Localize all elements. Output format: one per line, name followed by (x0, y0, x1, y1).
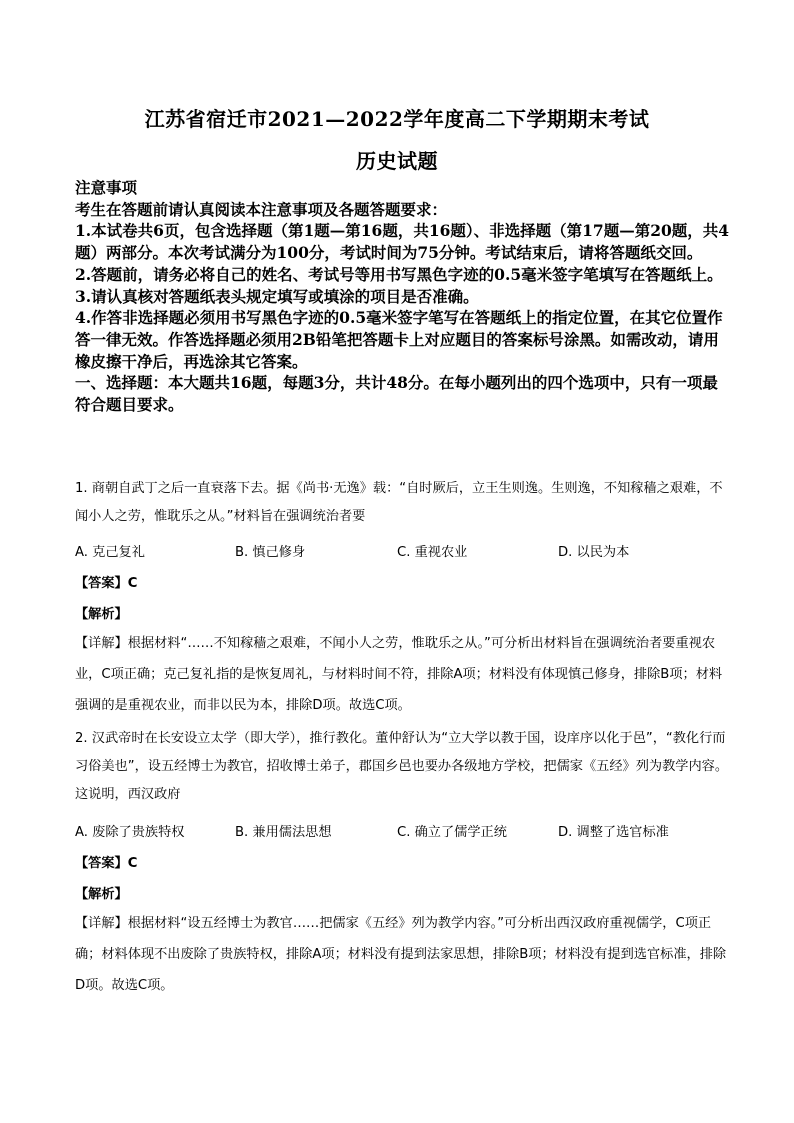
option-b: B. 兼用儒法思想 (235, 825, 332, 840)
option-a: A. 克己复礼 (75, 545, 145, 560)
analysis-label: 【解析】 (75, 887, 128, 902)
question-stem: 2. 汉武帝时在长安设立太学（即大学），推行教化。董仲舒认为“立大学以教于国，设庠序以化于邑”，“教化行而习俗美也”，设五经博士为教官，招收博士弟子，郡国乡邑也要办各级地方学校，把儒家《五经》列为教学内容。这说明，西汉政府 (75, 731, 729, 802)
notice-item: 4.作答非选择题必须用书写黑色字迹的0.5毫米签字笔写在答题纸上的指定位置，在其它位置作答一律无效。作答选择题必须用2B铅笔把答题卡上对应题目的答案标号涂黑。如需改动，请用橡皮擦干净后，再选涂其它答案。 (75, 308, 723, 371)
option-d: D. 调整了选官标准 (558, 825, 669, 840)
notice-block (75, 177, 730, 416)
question-options (75, 821, 735, 845)
question-stem: 1. 商朝自武丁之后一直衰落下去。据《尚书·无逸》载：“自时厥后，立王生则逸。生则逸，不知稼穑之艰难，不闻小人之劳，惟耽乐之从。”材料旨在强调统治者要 (75, 481, 723, 524)
detail-text: 【详解】根据材料“设五经博士为教官……把儒家《五经》列为教学内容。”可分析出西汉政府重视儒学，C项正确；材料体现不出废除了贵族特权，排除A项；材料没有提到法家思想，排除B项；材料没有提到选官标准，排除D项。故选C项。 (75, 916, 727, 993)
answer-label: 【答案】C (75, 576, 138, 591)
option-d: D. 以民为本 (558, 545, 630, 560)
page-title: 江苏省宿迁市2021—2022学年度高二下学期期末考试 (144, 107, 650, 131)
option-b: B. 慎己修身 (235, 545, 306, 560)
notice-intro: 考生在答题前请认真阅读本注意事项及各题答题要求： (75, 199, 448, 219)
notice-heading: 注意事项 (75, 178, 138, 197)
option-c: C. 确立了儒学正统 (397, 825, 507, 840)
notice-item: 3.请认真核对答题纸表头规定填写或填涂的项目是否准确。 (75, 286, 479, 306)
analysis-label: 【解析】 (75, 607, 128, 622)
detail-text: 【详解】根据材料“……不知稼穑之艰难，不闻小人之劳，惟耽乐之从。”可分析出材料旨在强调统治者要重视农业，C项正确；克己复礼指的是恢复周礼，与材料时间不符，排除A项；材料没有体现慎己修身，排除B项；材料强调的是重视农业，而非以民为本，排除D项。故选C项。 (75, 636, 723, 713)
notice-item: 2.答题前，请务必将自己的姓名、考试号等用书写黑色字迹的0.5毫米签字笔填写在答题纸上。 (75, 264, 723, 284)
option-a: A. 废除了贵族特权 (75, 825, 185, 840)
page-subtitle: 历史试题 (356, 149, 438, 173)
option-c: C. 重视农业 (397, 545, 468, 560)
section-heading: 一、选择题：本大题共16题，每题3分，共计48分。在每小题列出的四个选项中，只有一项最符合题目要求。 (75, 373, 718, 415)
question-options (75, 541, 735, 565)
notice-item: 1.本试卷共6页，包含选择题（第1题—第16题，共16题）、非选择题（第17题—第20题，共4题）两部分。本次考试满分为100分，考试时间为75分钟。考试结束后，请将答题纸交回。 (75, 221, 730, 263)
answer-label: 【答案】C (75, 856, 138, 871)
